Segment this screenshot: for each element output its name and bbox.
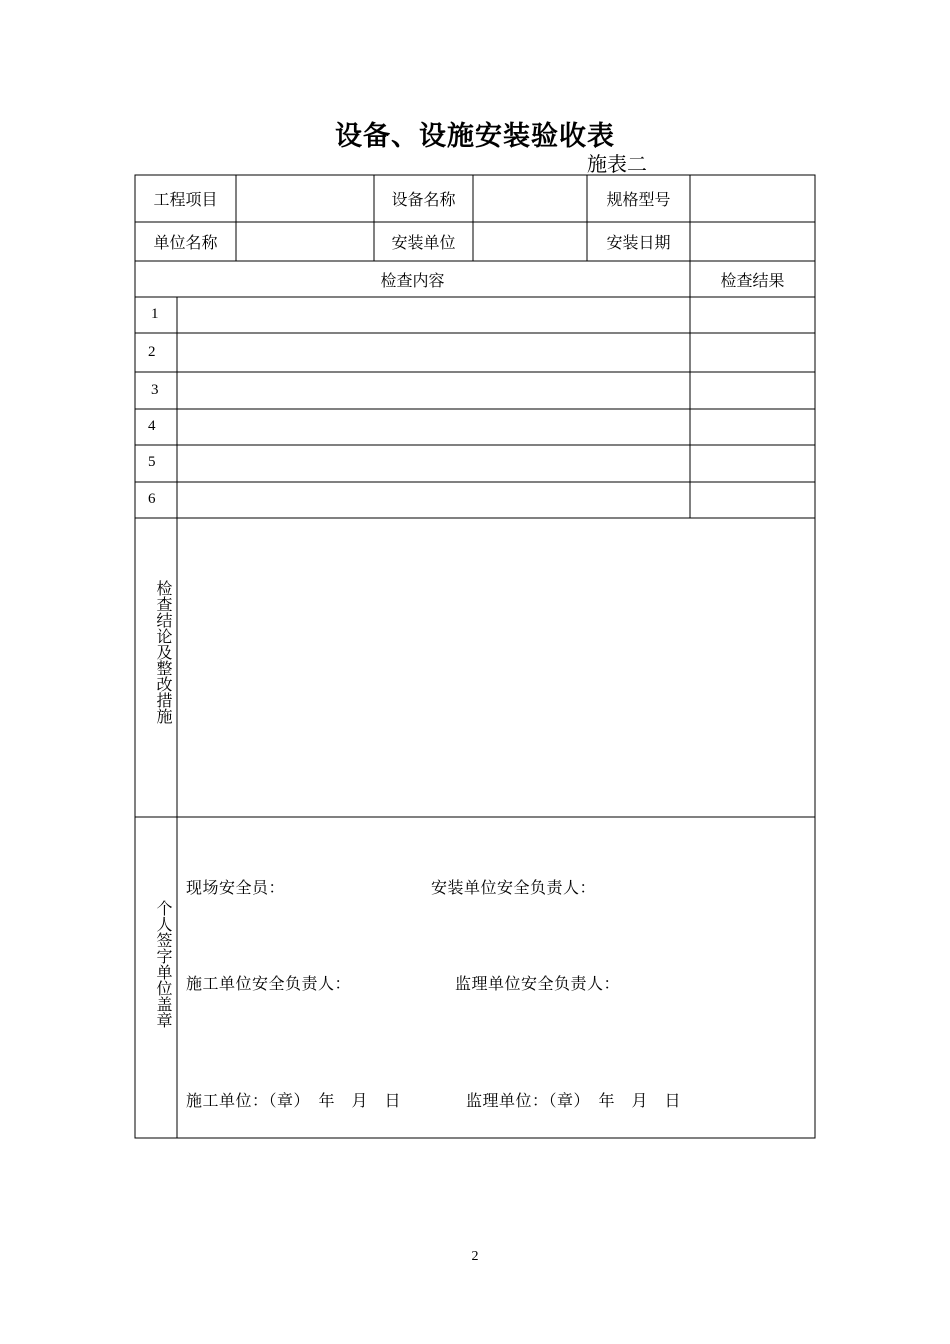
page-number: 2 <box>471 1249 479 1264</box>
form-code: 施表二 <box>587 152 647 176</box>
check-content-cell[interactable] <box>177 372 690 409</box>
install-unit-safety-lead-label: 安装单位安全负责人： <box>431 878 597 897</box>
unit-name-label: 单位名称 <box>153 233 218 252</box>
signature-label: 个人签字单位盖章 <box>154 900 173 1028</box>
spec-model-label: 规格型号 <box>606 190 671 209</box>
row-number: 6 <box>148 491 156 507</box>
install-date-label: 安装日期 <box>606 233 671 252</box>
spec-model-value[interactable] <box>690 175 815 222</box>
row-number: 4 <box>148 418 156 434</box>
check-result-header: 检查结果 <box>720 270 785 290</box>
check-content-header: 检查内容 <box>380 270 445 290</box>
page-title: 设备、设施安装验收表 <box>335 121 615 152</box>
row-number: 2 <box>148 344 156 360</box>
install-unit-value[interactable] <box>473 222 587 261</box>
row-number: 5 <box>148 454 156 470</box>
row-number: 3 <box>151 382 159 398</box>
check-content-cell[interactable] <box>177 297 690 333</box>
equipment-name-label: 设备名称 <box>391 190 456 209</box>
supervision-unit-safety-lead-label: 监理单位安全负责人： <box>455 974 621 993</box>
supervision-unit-seal: 监理单位：（章） 年 月 日 <box>466 1091 682 1110</box>
row-number: 1 <box>151 306 159 322</box>
check-content-cell[interactable] <box>177 333 690 372</box>
check-content-cell[interactable] <box>177 409 690 445</box>
unit-name-value[interactable] <box>236 222 374 261</box>
project-value[interactable] <box>236 175 374 222</box>
check-result-cell[interactable] <box>690 297 815 333</box>
check-result-cell[interactable] <box>690 333 815 372</box>
check-content-cell[interactable] <box>177 445 690 482</box>
project-label: 工程项目 <box>153 190 218 209</box>
check-result-cell[interactable] <box>690 409 815 445</box>
equipment-name-value[interactable] <box>473 175 587 222</box>
construction-unit-safety-lead-label: 施工单位安全负责人： <box>186 974 352 993</box>
check-result-cell[interactable] <box>690 372 815 409</box>
conclusion-text[interactable] <box>177 518 815 817</box>
check-content-cell[interactable] <box>177 482 690 518</box>
check-result-cell[interactable] <box>690 482 815 518</box>
install-unit-label: 安装单位 <box>391 233 456 252</box>
conclusion-label: 检查结论及整改措施 <box>154 580 173 724</box>
construction-unit-seal: 施工单位：（章） 年 月 日 <box>186 1091 402 1110</box>
install-date-value[interactable] <box>690 222 815 261</box>
site-safety-officer-label: 现场安全员： <box>186 878 286 897</box>
check-result-cell[interactable] <box>690 445 815 482</box>
